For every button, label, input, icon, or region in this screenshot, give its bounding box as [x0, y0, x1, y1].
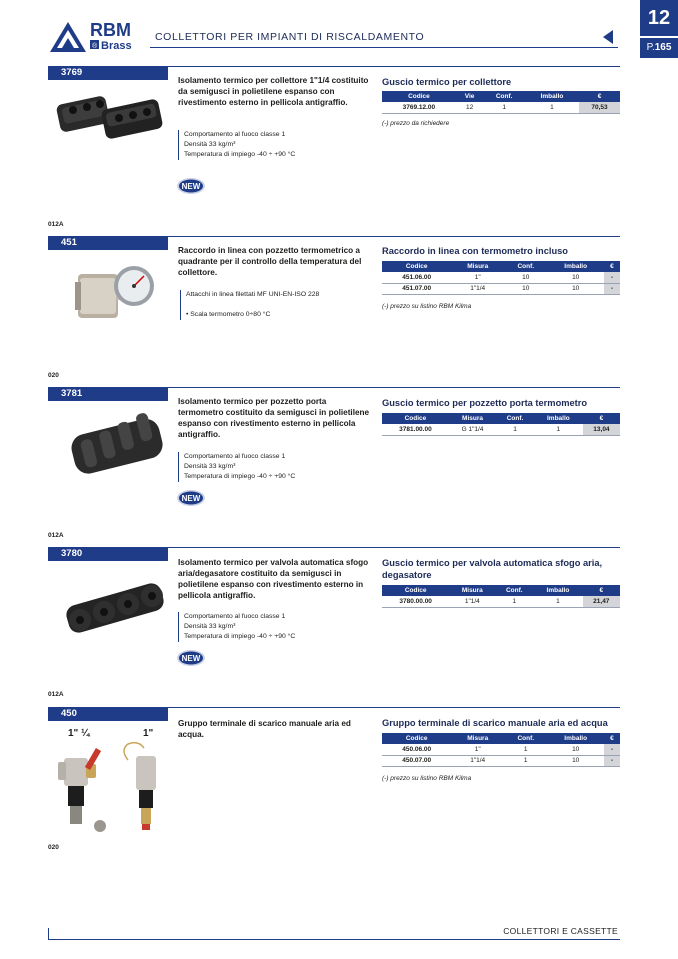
cell-code: 3769.12.00 — [382, 102, 456, 113]
col-header: € — [583, 413, 620, 424]
spec-line: Densità 33 kg/m³ — [184, 141, 236, 148]
col-header: Codice — [382, 91, 456, 102]
table-row — [382, 424, 620, 435]
chapter-number: 12 — [640, 0, 678, 36]
table-note: (-) prezzo su listino RBM Kilma — [382, 303, 472, 310]
col-header: Misura — [451, 261, 504, 272]
table-note: (-) prezzo su listino RBM Kilma — [382, 775, 472, 782]
cell: 1 — [495, 596, 533, 607]
image-label-size: 1" ¼ — [68, 728, 90, 739]
product-description: Isolamento termico per valvola automatica sfogo aria/degasatore costituito da semigusci in polietilene espanso con rivestimento esterno in pellicola antigraffio. — [178, 558, 369, 600]
header-rule — [150, 47, 618, 48]
cell-price: - — [604, 755, 620, 766]
spec-line: Densità 33 kg/m³ — [184, 463, 236, 470]
section-rule — [168, 547, 620, 548]
table-title: Guscio termico per collettore — [382, 77, 512, 87]
page-number-box — [640, 38, 678, 58]
col-header: Misura — [451, 733, 504, 744]
new-badge-text: NEW — [181, 182, 201, 191]
cell-code: 451.07.00 — [382, 283, 451, 294]
cell-price: - — [604, 272, 620, 283]
page-prefix: P. — [646, 42, 655, 53]
section-code: 012A — [48, 532, 64, 539]
image-label-size: 1" — [143, 728, 154, 739]
product-image-valve-shell — [62, 568, 168, 640]
col-header: Conf. — [495, 585, 533, 596]
product-image-insulation-shell — [55, 84, 167, 146]
product-description: Raccordo in linea con pozzetto termometrico a quadrante per il controllo della temperatura del collettore. — [178, 246, 362, 277]
section-rule — [168, 707, 620, 708]
product-table — [382, 91, 620, 114]
cell: 1"1/4 — [451, 283, 504, 294]
section-rule — [168, 236, 620, 237]
col-header: Codice — [382, 413, 449, 424]
product-table — [382, 413, 620, 436]
section-code: 012A — [48, 221, 64, 228]
header-arrow-icon — [603, 30, 613, 44]
product-table — [382, 733, 620, 767]
new-badge-icon — [176, 489, 206, 507]
spec-line: Densità 33 kg/m³ — [184, 623, 236, 630]
new-badge-text: NEW — [181, 654, 201, 663]
cell: 1 — [534, 424, 583, 435]
spec-line: Temperatura di impiego -40 ÷ +90 °C — [184, 633, 296, 640]
section-rule — [168, 387, 620, 388]
col-header: Vie — [456, 91, 484, 102]
cell-price: 21,47 — [583, 596, 620, 607]
section-code: 020 — [48, 844, 59, 851]
spec-line: Comportamento al fuoco classe 1 — [184, 453, 286, 460]
table-row — [382, 102, 620, 113]
footer-title: COLLETTORI E CASSETTE — [503, 926, 618, 936]
cell: 10 — [504, 283, 547, 294]
product-description: Isolamento termico per pozzetto porta termometro costituito da semigusci in polietilene espanso con rivestimento esterno in pellicola antigraffio. — [178, 397, 370, 439]
col-header: Imballo — [525, 91, 579, 102]
col-header: Misura — [449, 413, 496, 424]
col-header: Codice — [382, 261, 451, 272]
col-header: Conf. — [496, 413, 534, 424]
col-header: € — [604, 261, 620, 272]
cell-price: 70,53 — [579, 102, 620, 113]
table-title: Raccordo in linea con termometro incluso — [382, 246, 568, 256]
cell: 1"1/4 — [449, 596, 495, 607]
cell-code: 3781.00.00 — [382, 424, 449, 435]
cell: 12 — [456, 102, 484, 113]
product-specs — [178, 612, 295, 642]
cell: 10 — [547, 272, 603, 283]
col-header: € — [579, 91, 620, 102]
product-specs — [178, 452, 295, 482]
cell: G 1"1/4 — [449, 424, 496, 435]
col-header: Conf. — [504, 261, 547, 272]
footer-rule — [48, 939, 620, 940]
cell: 10 — [547, 283, 603, 294]
cell-code: 3780.00.00 — [382, 596, 449, 607]
table-title: Gruppo terminale di scarico manuale aria ed acqua — [382, 718, 608, 728]
cell: 1 — [525, 102, 579, 113]
table-row — [382, 744, 620, 755]
section-number-bar: 451 — [48, 236, 168, 250]
product-description: Gruppo terminale di scarico manuale aria ed acqua. — [178, 719, 351, 739]
col-header: Misura — [449, 585, 495, 596]
col-header: Codice — [382, 585, 449, 596]
table-title: Guscio termico per pozzetto porta termometro — [382, 398, 588, 408]
svg-text:®: ® — [92, 43, 98, 50]
spec-line: Temperatura di impiego -40 ÷ +90 °C — [184, 473, 296, 480]
section-number-bar: 3781 — [48, 387, 168, 401]
section-code: 020 — [48, 372, 59, 379]
section-number-bar: 450 — [48, 707, 168, 721]
col-header: Imballo — [534, 413, 583, 424]
cell: 1" — [451, 744, 504, 755]
cell-price: - — [604, 744, 620, 755]
product-description: Isolamento termico per collettore 1"1/4 costituito da semigusci in polietilene espanso con rivestimento esterno in pellicola antigraffio. — [178, 76, 369, 107]
new-badge-icon — [176, 649, 206, 667]
section-code: 012A — [48, 691, 64, 698]
product-image-fitting-thermometer — [70, 252, 160, 334]
page-header-title: COLLETTORI PER IMPIANTI DI RISCALDAMENTO — [155, 31, 425, 43]
rbm-brass-logo — [48, 18, 148, 54]
cell: 10 — [547, 744, 603, 755]
cell-price: - — [604, 283, 620, 294]
col-header: Imballo — [547, 261, 603, 272]
cell: 1 — [496, 424, 534, 435]
product-specs — [178, 130, 295, 160]
table-row — [382, 283, 620, 294]
col-header: Conf. — [483, 91, 525, 102]
spec-line — [186, 300, 319, 310]
brand-bottom: Brass — [101, 40, 132, 52]
table-note: (-) prezzo da richiedere — [382, 120, 450, 127]
brand-top: RBM — [90, 20, 131, 40]
col-header: Imballo — [533, 585, 582, 596]
section-number-bar: 3780 — [48, 547, 168, 561]
section-number-bar: 3769 — [48, 66, 168, 80]
cell: 1 — [504, 744, 547, 755]
col-header: Codice — [382, 733, 451, 744]
cell: 10 — [547, 755, 603, 766]
product-specs — [180, 290, 319, 320]
table-row — [382, 755, 620, 766]
spec-line: • Scala termometro 0÷80 °C — [186, 311, 271, 318]
cell: 1" — [451, 272, 504, 283]
table-row — [382, 272, 620, 283]
spec-line: Attacchi in linea filettati MF UNI-EN-ISO 228 — [186, 291, 320, 298]
cell: 1 — [483, 102, 525, 113]
col-header: € — [583, 585, 620, 596]
cell-price: 13,04 — [583, 424, 620, 435]
new-badge-text: NEW — [181, 494, 201, 503]
product-image-thermometer-shell — [68, 412, 168, 482]
cell-code: 451.06.00 — [382, 272, 451, 283]
cell: 1"1/4 — [451, 755, 504, 766]
cell: 10 — [504, 272, 547, 283]
col-header: Conf. — [504, 733, 547, 744]
spec-line: Comportamento al fuoco classe 1 — [184, 131, 286, 138]
cell: 1 — [504, 755, 547, 766]
col-header: € — [604, 733, 620, 744]
spec-line: Temperatura di impiego -40 ÷ +90 °C — [184, 151, 296, 158]
cell-code: 450.07.00 — [382, 755, 451, 766]
cell: 1 — [533, 596, 582, 607]
spec-line: Comportamento al fuoco classe 1 — [184, 613, 286, 620]
product-image-drain-group — [56, 740, 166, 840]
table-title: Guscio termico per valvola automatica sfogo aria, degasatore — [382, 558, 603, 580]
product-table — [382, 261, 620, 295]
col-header: Imballo — [547, 733, 603, 744]
new-badge-icon — [176, 177, 206, 195]
section-rule — [168, 66, 620, 67]
table-row — [382, 596, 620, 607]
cell-code: 450.06.00 — [382, 744, 451, 755]
page-number: 165 — [654, 42, 672, 53]
product-table — [382, 585, 620, 608]
